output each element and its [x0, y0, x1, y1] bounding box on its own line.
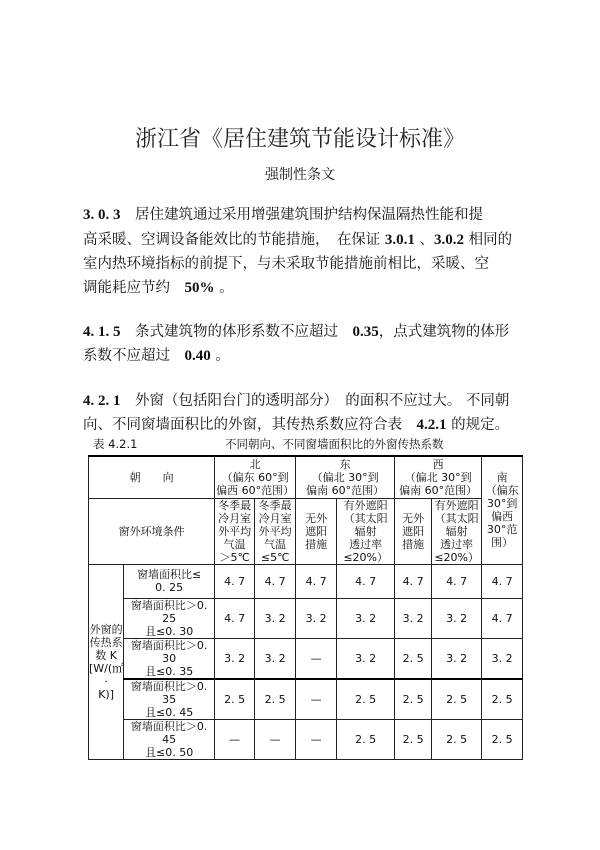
k-value-cell: 4. 7	[296, 564, 337, 598]
k-value-cell: 4. 7	[432, 564, 482, 598]
k-label: 外窗的 传热系 数 K [W/(㎡· K)]	[89, 564, 124, 759]
clause-text: 外窗（包括阳台门的透明部分） 的面积不应过大。 不同朝	[120, 393, 510, 409]
condition-cell: 冬季最 冷月室 外平均 气温 ＞5℃	[215, 498, 255, 564]
table-row	[89, 719, 523, 759]
clause-number: 3.0.1	[384, 232, 415, 248]
k-value-cell: 3. 2	[432, 638, 482, 679]
clause-number: 4.2.1	[416, 417, 447, 433]
k-value-cell: 2. 5	[482, 719, 523, 759]
clause-number: 4. 1. 5	[83, 324, 121, 340]
k-value-cell: 2. 5	[482, 679, 523, 720]
k-value-cell: —	[296, 638, 337, 679]
clause-number: 0.35	[352, 324, 379, 340]
k-value-cell: 3. 2	[255, 638, 296, 679]
k-value-cell: —	[296, 719, 337, 759]
ratio-cell: 窗墙面积比＞0. 25 且≤0. 30	[124, 598, 215, 638]
k-value-cell: 2. 5	[395, 719, 432, 759]
clause-line	[83, 203, 483, 224]
k-value-cell: 2. 5	[255, 679, 296, 720]
table-row	[89, 638, 523, 679]
document-subtitle: 强制性条文	[265, 167, 335, 183]
condition-cell: 冬季最 冷月室 外平均 气温 ≤5℃	[255, 498, 296, 564]
clause-text: 调能耗应节约	[83, 280, 185, 296]
k-value-cell: —	[255, 719, 296, 759]
clause-text: 居住建筑通过采用增强建筑围护结构保温隔热性能和提	[120, 207, 483, 223]
clause-line	[83, 413, 509, 434]
k-value-cell: 2. 5	[395, 679, 432, 720]
orientation-header: 朝 向	[89, 456, 215, 498]
window-k-table	[88, 455, 523, 760]
k-value-cell: 4. 7	[337, 564, 395, 598]
clause-line	[83, 276, 234, 297]
clause-text: 室内热环境指标的前提下，与未采取节能措施前相比，采暖、空	[83, 256, 489, 272]
clause-number: 3.0.2	[433, 232, 464, 248]
document-title: 浙江省《居住建筑节能设计标准》	[134, 127, 465, 152]
condition-cell: 有外遮阳 （其太阳 辐射 透过率 ≤20%）	[432, 498, 482, 564]
clause-text: 、	[414, 232, 434, 248]
clause-line	[83, 389, 509, 410]
clause-text: 向、不同窗墙面积比的外窗，其传热系数应符合表	[83, 417, 417, 433]
condition-header: 窗外环境条件	[89, 498, 215, 564]
k-value-cell: 2. 5	[432, 679, 482, 720]
ratio-cell: 窗墙面积比＞0. 35 且≤0. 45	[124, 679, 215, 720]
clause-text: 。	[214, 280, 234, 296]
k-value-cell: 3. 2	[395, 598, 432, 638]
k-value-cell: 2. 5	[215, 679, 255, 720]
k-value-cell: 3. 2	[337, 598, 395, 638]
clause-text: 条式建筑物的体形系数不应超过	[120, 324, 353, 340]
k-value-cell: 4. 7	[482, 598, 523, 638]
south-header: 南 （偏东 30°到 偏西 30°范 围）	[482, 456, 523, 564]
k-value-cell: 3. 2	[255, 598, 296, 638]
k-value-cell: —	[215, 719, 255, 759]
clause-text: 高采暖、空调设备能效比的节能措施， 在保证	[83, 232, 385, 248]
k-value-cell: 2. 5	[395, 638, 432, 679]
ratio-cell: 窗墙面积比＞0. 30 且≤0. 35	[124, 638, 215, 679]
clause-text: 的规定。	[446, 417, 510, 433]
k-value-cell: 4. 7	[215, 598, 255, 638]
k-value-cell: 3. 2	[296, 598, 337, 638]
ratio-cell: 窗墙面积比≤ 0. 25	[124, 564, 215, 598]
clause-number: 50%	[184, 280, 215, 296]
clause-line	[83, 228, 512, 249]
west-header: 西 （偏北 30°到 偏南 60°范围）	[395, 456, 482, 498]
k-value-cell: 4. 7	[215, 564, 255, 598]
condition-cell: 无外 遮阳 措施	[296, 498, 337, 564]
k-value-cell: 2. 5	[337, 719, 395, 759]
k-value-cell: 4. 7	[482, 564, 523, 598]
clause-text: 。	[210, 348, 230, 364]
condition-cell: 有外遮阳 （其太阳 辐射 透过率 ≤20%）	[337, 498, 395, 564]
k-value-cell: 3. 2	[337, 638, 395, 679]
k-value-cell: 2. 5	[432, 719, 482, 759]
k-value-cell: 3. 2	[482, 638, 523, 679]
table-row	[89, 564, 523, 598]
east-header: 东 （偏北 30°到 偏南 60°范围）	[296, 456, 395, 498]
clause-text: 系数不应超过	[83, 348, 185, 364]
ratio-cell: 窗墙面积比＞0. 45 且≤0. 50	[124, 719, 215, 759]
k-value-cell: 3. 2	[215, 638, 255, 679]
k-value-cell: 4. 7	[255, 564, 296, 598]
k-value-cell: 2. 5	[337, 679, 395, 720]
table-caption: 不同朝向、不同窗墙面积比的外窗传热系数	[225, 437, 444, 451]
table-row	[89, 679, 523, 720]
clause-number: 0.40	[184, 348, 211, 364]
table-row	[89, 598, 523, 638]
k-value-cell: —	[296, 679, 337, 720]
clause-text: 相同的	[463, 232, 513, 248]
clause-text: ，点式建筑物的体形	[378, 324, 510, 340]
condition-cell: 无外 遮阳 措施	[395, 498, 432, 564]
clause-line	[83, 320, 509, 341]
north-header: 北 （偏东 60°到 偏西 60°范围）	[216, 457, 295, 497]
clause-number: 4. 2. 1	[83, 393, 121, 409]
clause-line	[83, 252, 489, 273]
clause-number: 3. 0. 3	[83, 207, 121, 223]
clause-line	[83, 344, 230, 365]
table-number: 表 4.2.1	[93, 437, 138, 451]
k-value-cell: 4. 7	[395, 564, 432, 598]
k-value-cell: 3. 2	[432, 598, 482, 638]
